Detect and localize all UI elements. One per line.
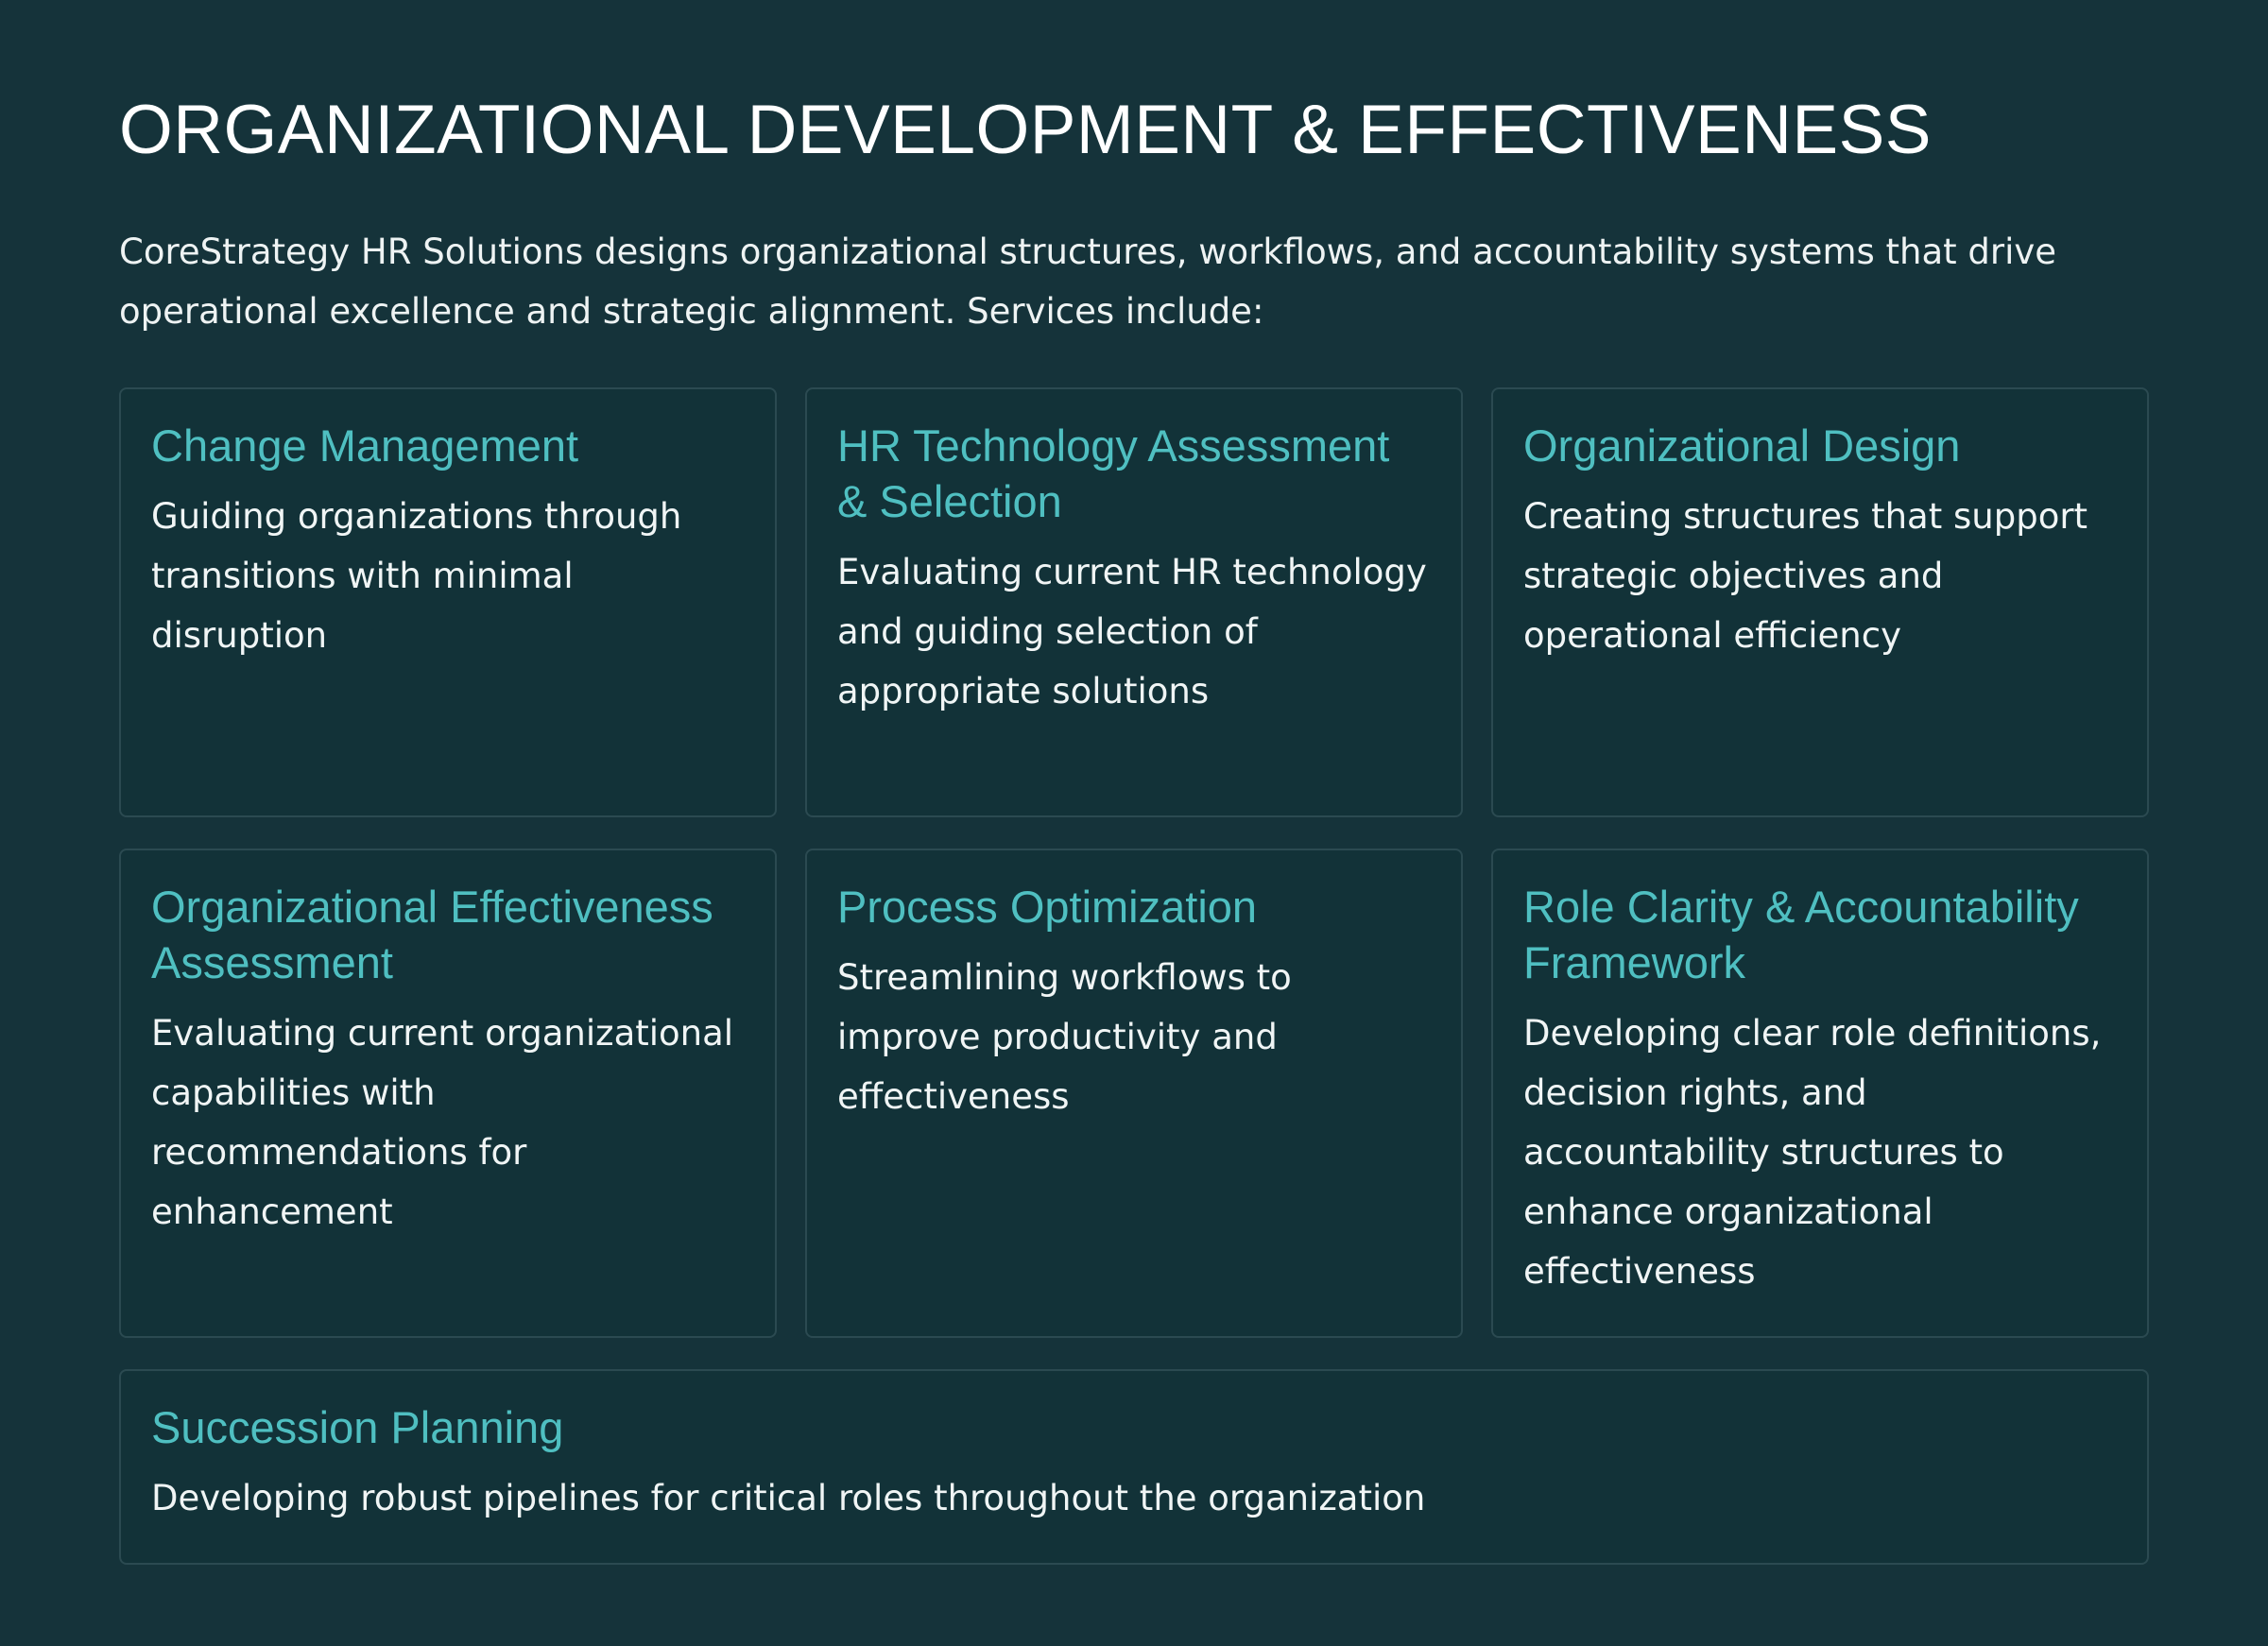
service-description: Creating structures that support strategic objectives and operational efficiency [1523, 496, 2088, 656]
service-description: Streamlining workflows to improve productivity and effectiveness [837, 957, 1292, 1117]
service-description: Developing clear role definitions, decision rights, and accountability structures to enhance organizational effectiveness [1523, 1013, 2102, 1292]
service-title: Organizational Design [1523, 420, 1961, 471]
service-card-hr-technology [805, 387, 1463, 817]
services-grid [119, 387, 2149, 1565]
service-title: Succession Planning [151, 1402, 564, 1452]
service-title: Role Clarity & Accountability Framework [1523, 882, 2079, 987]
service-description: Evaluating current HR technology and guiding selection of appropriate solutions [837, 552, 1427, 712]
service-title: Process Optimization [837, 882, 1258, 932]
service-description: Developing robust pipelines for critical roles throughout the organization [151, 1478, 1426, 1518]
service-title: HR Technology Assessment & Selection [837, 420, 1390, 526]
service-card-role-clarity [1491, 849, 2149, 1338]
service-card-succession-planning [119, 1369, 2149, 1565]
service-description: Evaluating current organizational capabilities with recommendations for enhancement [151, 1013, 734, 1232]
intro-paragraph: CoreStrategy HR Solutions designs organizational structures, workflows, and accountability systems that drive operational excellence and strategic alignment. Services include: [119, 231, 2057, 332]
page-title: ORGANIZATIONAL DEVELOPMENT & EFFECTIVENESS [119, 92, 1933, 168]
service-title: Change Management [151, 420, 579, 471]
service-description: Guiding organizations through transitions with minimal disruption [151, 496, 682, 656]
service-card-process-optimization [805, 849, 1463, 1338]
service-card-organizational-design [1491, 387, 2149, 817]
service-card-effectiveness-assessment [119, 849, 777, 1338]
service-title: Organizational Effectiveness Assessment [151, 882, 713, 987]
service-card-change-management [119, 387, 777, 817]
